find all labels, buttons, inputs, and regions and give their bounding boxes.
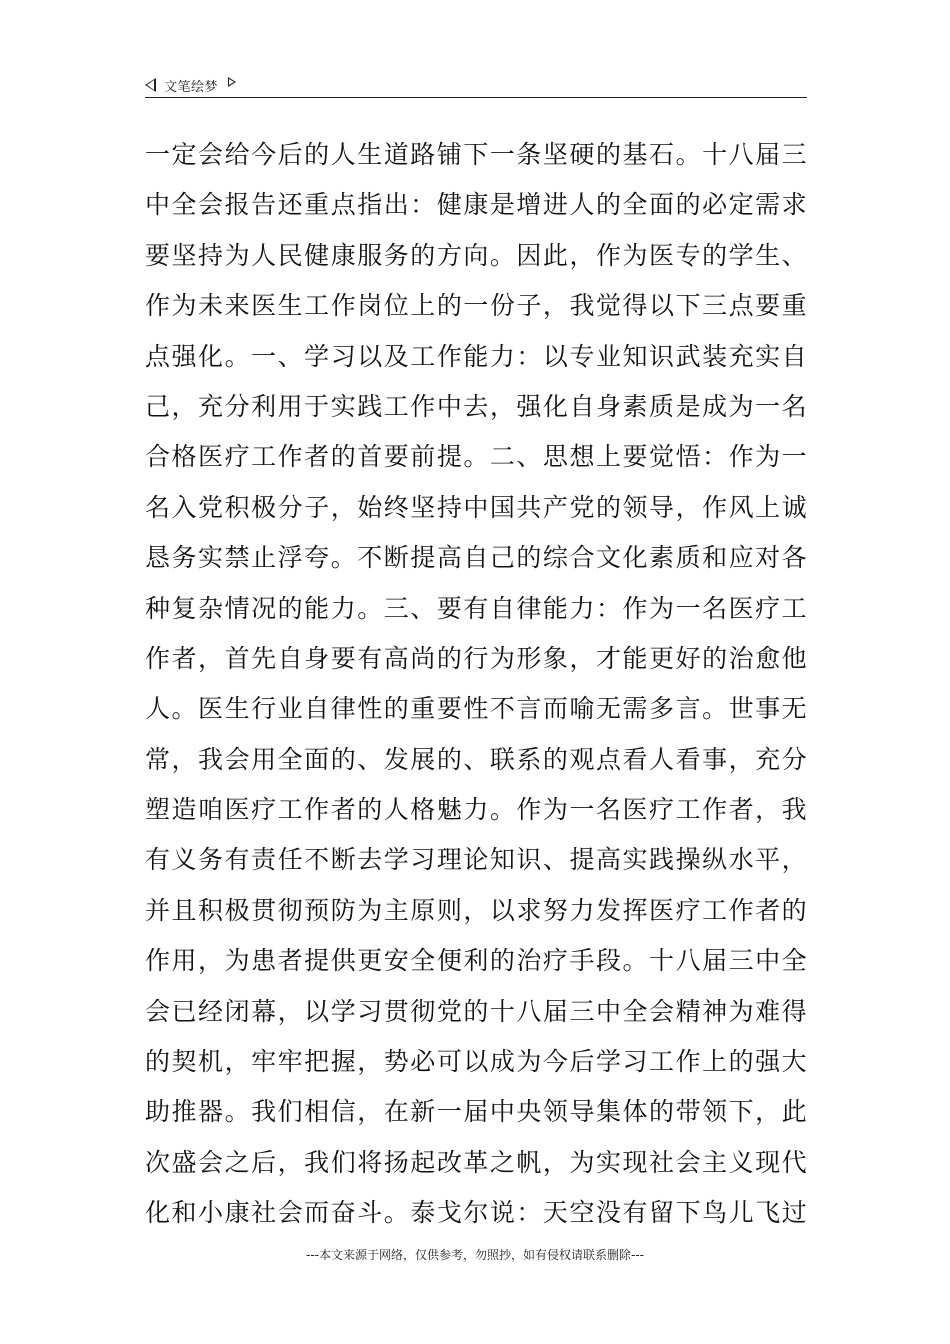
- body-line: 会已经闭幕，以学习贯彻党的十八届三中全会精神为难得: [145, 996, 807, 1026]
- body-line: 一定会给今后的人生道路铺下一条坚硬的基石。十八届三: [145, 140, 807, 169]
- body-line: 恳务实禁止浮夸。不断提高自己的综合文化素质和应对各: [145, 543, 807, 573]
- body-line: 次盛会之后，我们将扬起改革之帆，为实现社会主义现代: [145, 1147, 807, 1177]
- body-line: 常，我会用全面的、发展的、联系的观点看人看事，充分: [145, 744, 807, 774]
- body-line: 己，充分利用于实践工作中去，强化自身素质是成为一名: [145, 391, 807, 421]
- body-line: 中全会报告还重点指出：健康是增进人的全面的必定需求: [145, 190, 807, 220]
- body-line: 有义务有责任不断去学习理论知识、提高实践操纵水平，: [145, 845, 807, 875]
- body-line: 塑造咱医疗工作者的人格魅力。作为一名医疗工作者，我: [145, 795, 807, 825]
- body-line: 种复杂情况的能力。三、要有自律能力：作为一名医疗工: [145, 593, 807, 623]
- triangle-right-icon: [228, 77, 236, 87]
- page-header: [145, 72, 807, 98]
- body-line: 点强化。一、学习以及工作能力：以专业知识武装充实自: [145, 341, 807, 371]
- body-line: 并且积极贯彻预防为主原则，以求努力发挥医疗工作者的: [145, 895, 807, 925]
- body-line: 名入党积极分子，始终坚持中国共产党的领导，作风上诚: [145, 492, 807, 522]
- body-line: 人。医生行业自律性的重要性不言而喻无需多言。世事无: [145, 694, 807, 724]
- footer-notice: ---本文来源于网络，仅供参考，勿照抄，如有侵权请联系删除---: [306, 1248, 644, 1262]
- body-line: 的契机，牢牢把握，势必可以成为今后学习工作上的强大: [145, 1047, 807, 1077]
- document-body: [145, 130, 807, 1239]
- body-line: 要坚持为人民健康服务的方向。因此，作为医专的学生、: [145, 240, 807, 270]
- body-line: 化和小康社会而奋斗。泰戈尔说：天空没有留下鸟儿飞过: [145, 1198, 807, 1228]
- body-line: 作用，为患者提供更安全便利的治疗手段。十八届三中全: [145, 946, 807, 976]
- body-line: 合格医疗工作者的首要前提。二、思想上要觉悟：作为一: [145, 442, 807, 472]
- brand-title: 文笔绘梦: [164, 79, 219, 95]
- triangle-left-icon: [145, 78, 156, 92]
- body-line: 作为未来医生工作岗位上的一份子，我觉得以下三点要重: [145, 291, 807, 321]
- header-divider: [145, 97, 807, 98]
- body-line: 作者，首先自身要有高尚的行为形象，才能更好的治愈他: [145, 643, 807, 673]
- body-line: 助推器。我们相信，在新一届中央领导集体的带领下，此: [145, 1097, 807, 1127]
